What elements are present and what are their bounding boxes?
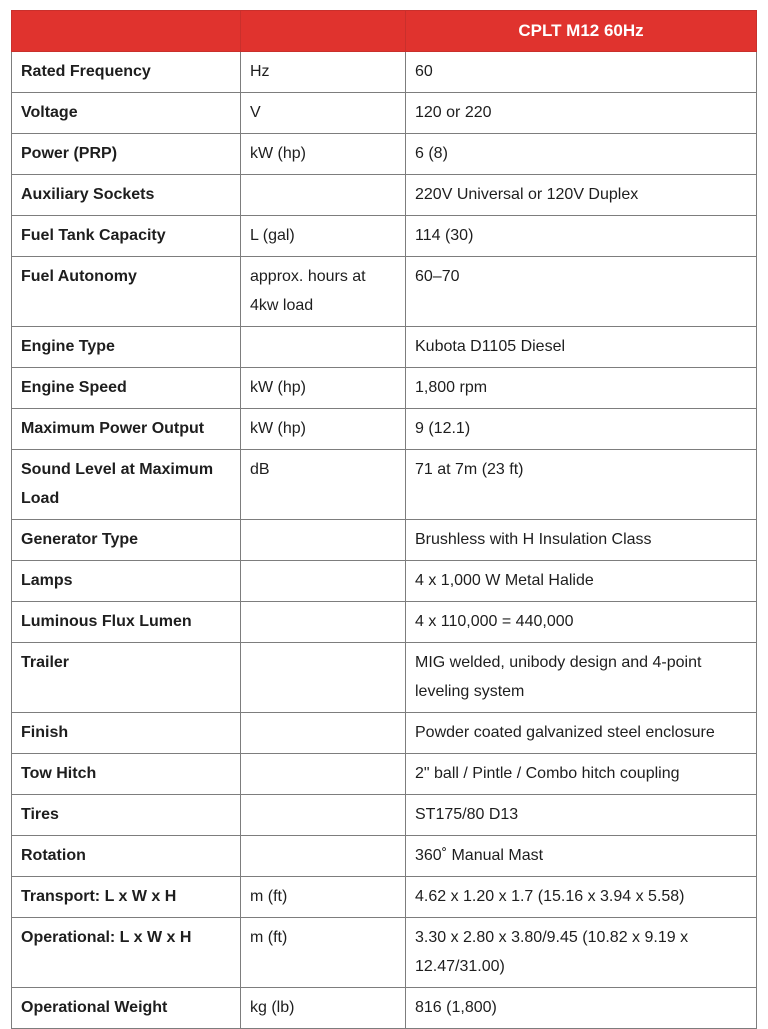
spec-value: 4 x 110,000 = 440,000 [406,602,757,643]
spec-unit [241,713,406,754]
spec-unit [241,602,406,643]
spec-unit [241,643,406,713]
spec-value: MIG welded, unibody design and 4-point leveling system [406,643,757,713]
spec-label: Tires [12,795,241,836]
spec-value: 1,800 rpm [406,368,757,409]
table-row [12,257,757,327]
table-header-row [12,11,757,52]
spec-value: 71 at 7m (23 ft) [406,450,757,520]
table-row [12,368,757,409]
spec-value: 60 [406,52,757,93]
table-row [12,713,757,754]
table-row [12,561,757,602]
table-row [12,93,757,134]
spec-unit: m (ft) [241,877,406,918]
spec-label: Engine Type [12,327,241,368]
table-row [12,602,757,643]
table-row [12,643,757,713]
spec-value: 120 or 220 [406,93,757,134]
spec-unit [241,836,406,877]
spec-label: Rotation [12,836,241,877]
spec-label: Operational: L x W x H [12,918,241,988]
table-row [12,327,757,368]
spec-label: Voltage [12,93,241,134]
spec-label: Fuel Autonomy [12,257,241,327]
spec-unit [241,754,406,795]
spec-value: 2" ball / Pintle / Combo hitch coupling [406,754,757,795]
spec-value: 3.30 x 2.80 x 3.80/9.45 (10.82 x 9.19 x 12.47/31.00) [406,918,757,988]
table-row [12,520,757,561]
spec-unit: kW (hp) [241,134,406,175]
spec-table [11,10,757,1029]
spec-value: Powder coated galvanized steel enclosure [406,713,757,754]
spec-value: 6 (8) [406,134,757,175]
spec-label: Power (PRP) [12,134,241,175]
spec-unit [241,561,406,602]
spec-unit: kW (hp) [241,368,406,409]
spec-label: Fuel Tank Capacity [12,216,241,257]
spec-unit [241,175,406,216]
spec-unit: kW (hp) [241,409,406,450]
spec-label: Engine Speed [12,368,241,409]
spec-value: Kubota D1105 Diesel [406,327,757,368]
spec-label: Generator Type [12,520,241,561]
spec-unit: V [241,93,406,134]
spec-unit: L (gal) [241,216,406,257]
spec-label: Operational Weight [12,988,241,1029]
spec-value: 4.62 x 1.20 x 1.7 (15.16 x 3.94 x 5.58) [406,877,757,918]
table-row [12,795,757,836]
spec-value: 114 (30) [406,216,757,257]
table-row [12,918,757,988]
spec-value: 360˚ Manual Mast [406,836,757,877]
spec-value: 60–70 [406,257,757,327]
table-row [12,216,757,257]
spec-label: Finish [12,713,241,754]
table-row [12,450,757,520]
header-cell-label [12,11,241,52]
spec-label: Sound Level at Maximum Load [12,450,241,520]
table-row [12,988,757,1029]
table-row [12,409,757,450]
spec-value: 9 (12.1) [406,409,757,450]
spec-unit [241,520,406,561]
spec-label: Trailer [12,643,241,713]
table-row [12,134,757,175]
spec-label: Rated Frequency [12,52,241,93]
header-cell-unit [241,11,406,52]
spec-unit: dB [241,450,406,520]
spec-unit [241,795,406,836]
spec-unit: Hz [241,52,406,93]
header-cell-model: CPLT M12 60Hz [406,11,757,52]
spec-unit: kg (lb) [241,988,406,1029]
spec-label: Tow Hitch [12,754,241,795]
spec-label: Auxiliary Sockets [12,175,241,216]
spec-unit: m (ft) [241,918,406,988]
spec-unit [241,327,406,368]
spec-label: Transport: L x W x H [12,877,241,918]
spec-unit: approx. hours at 4kw load [241,257,406,327]
table-row [12,175,757,216]
spec-label: Maximum Power Output [12,409,241,450]
table-row [12,754,757,795]
table-row [12,836,757,877]
table-row [12,52,757,93]
table-row [12,877,757,918]
spec-label: Luminous Flux Lumen [12,602,241,643]
spec-value: 220V Universal or 120V Duplex [406,175,757,216]
spec-value: 816 (1,800) [406,988,757,1029]
spec-label: Lamps [12,561,241,602]
spec-value: 4 x 1,000 W Metal Halide [406,561,757,602]
spec-value: ST175/80 D13 [406,795,757,836]
spec-value: Brushless with H Insulation Class [406,520,757,561]
